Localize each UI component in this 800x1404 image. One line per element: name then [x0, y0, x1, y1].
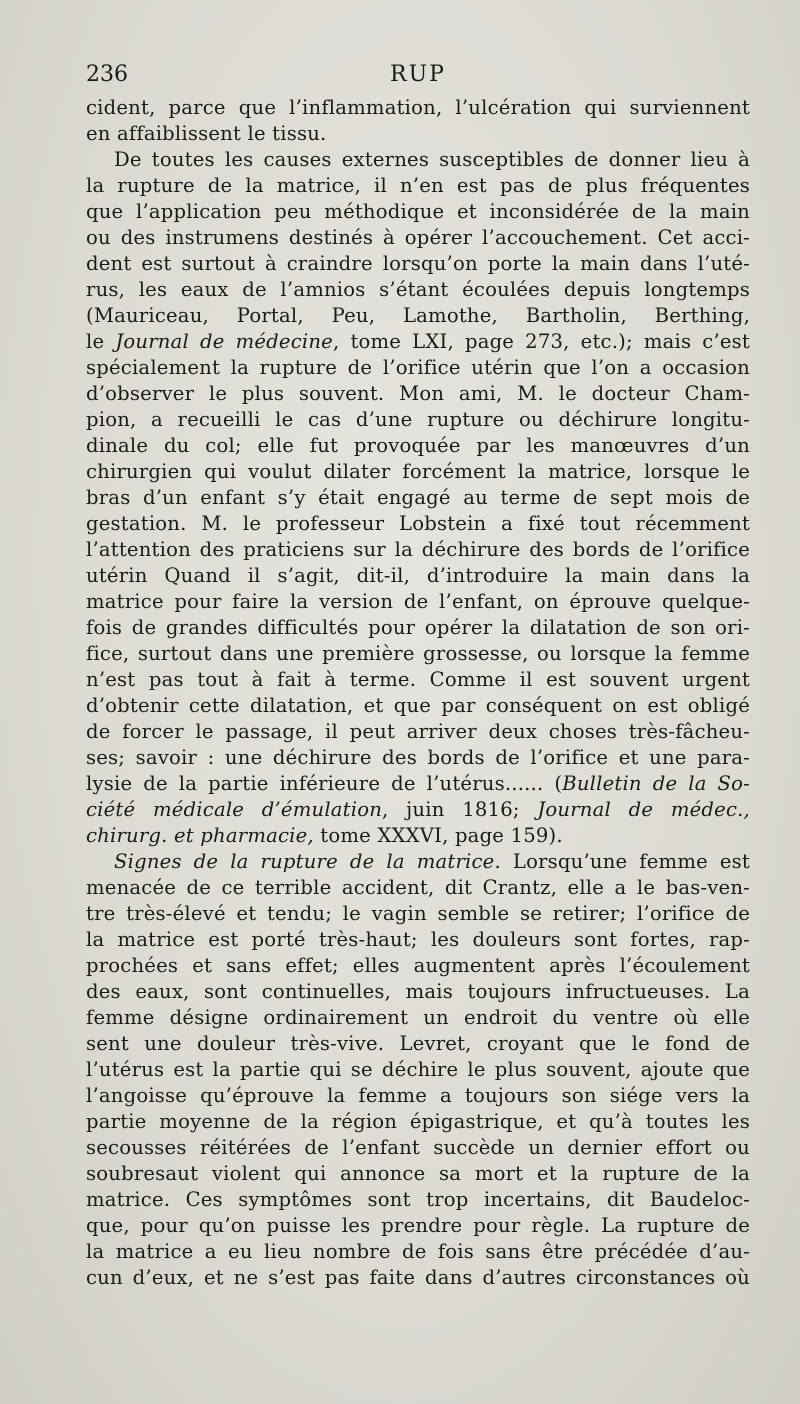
text-line: fice, surtout dans une première grossesse, ou lorsque la femme	[86, 642, 750, 665]
text-line: lysie de la partie inférieure de l’utérus...... (Bulletin de la So-	[86, 772, 750, 795]
text-line: n’est pas tout à fait à terme. Comme il est souvent urgent	[86, 668, 750, 691]
text-line: la matrice a eu lieu nombre de fois sans être précédée d’au-	[86, 1240, 750, 1263]
text-line: cun d’eux, et ne s’est pas faite dans d’autres circonstances où	[86, 1266, 750, 1289]
text-line: (Mauriceau, Portal, Peu, Lamothe, Bartholin, Berthing,	[86, 304, 750, 327]
text-line: l’angoisse qu’éprouve la femme a toujours son siége vers la	[86, 1084, 750, 1107]
text-line: De toutes les causes externes susceptibles de donner lieu à	[114, 148, 750, 171]
text-line: bras d’un enfant s’y était engagé au terme de sept mois de	[86, 486, 750, 509]
text-line: le Journal de médecine, tome LXI, page 273, etc.); mais c’est	[86, 330, 750, 353]
text-line: dent est surtout à craindre lorsqu’on porte la main dans l’uté-	[86, 252, 750, 275]
text-line: partie moyenne de la région épigastrique, et qu’à toutes les	[86, 1110, 750, 1133]
text-line: des eaux, sont continuelles, mais toujours infructueuses. La	[86, 980, 750, 1003]
text-line: la matrice est porté très-haut; les douleurs sont fortes, rap-	[86, 928, 750, 951]
text-line: que, pour qu’on puisse les prendre pour règle. La rupture de	[86, 1214, 750, 1237]
text-line: chirurg. et pharmacie, tome XXXVI, page 159).	[86, 824, 563, 847]
text-line: fois de grandes difficultés pour opérer la dilatation de son ori-	[86, 616, 750, 639]
text-line: chirurgien qui voulut dilater forcément la matrice, lorsque le	[86, 460, 750, 483]
text-line: en affaiblissent le tissu.	[86, 122, 327, 145]
text-line: ciété médicale d’émulation, juin 1816; Journal de médec.,	[86, 798, 750, 821]
running-head: RUP	[390, 62, 446, 87]
text-line: matrice. Ces symptômes sont trop incertains, dit Baudeloc-	[86, 1188, 750, 1211]
text-line: menacée de ce terrible accident, dit Crantz, elle a le bas-ven-	[86, 876, 750, 899]
text-line: rus, les eaux de l’amnios s’étant écoulées depuis longtemps	[86, 278, 750, 301]
page-number: 236	[86, 62, 128, 87]
text-line: prochées et sans effet; elles augmentent après l’écoulement	[86, 954, 750, 977]
text-line: secousses réitérées de l’enfant succède un dernier effort ou	[86, 1136, 750, 1159]
text-line: Signes de la rupture de la matrice. Lorsqu’une femme est	[114, 850, 750, 873]
text-line: tre très-élevé et tendu; le vagin semble se retirer; l’orifice de	[86, 902, 750, 925]
text-line: ses; savoir : une déchirure des bords de l’orifice et une para-	[86, 746, 750, 769]
text-line: pion, a recueilli le cas d’une rupture ou déchirure longitu-	[86, 408, 750, 431]
text-line: spécialement la rupture de l’orifice utérin que l’on a occasion	[86, 356, 750, 379]
text-line: d’obtenir cette dilatation, et que par conséquent on est obligé	[86, 694, 750, 717]
text-line: de forcer le passage, il peut arriver deux choses très-fâcheu-	[86, 720, 750, 743]
text-line: l’attention des praticiens sur la déchirure des bords de l’orifice	[86, 538, 750, 561]
text-line: la rupture de la matrice, il n’en est pas de plus fréquentes	[86, 174, 750, 197]
body-text	[86, 95, 750, 1291]
text-line: que l’application peu méthodique et inconsidérée de la main	[86, 200, 750, 223]
text-line: cident, parce que l’inflammation, l’ulcération qui surviennent	[86, 96, 750, 119]
text-line: soubresaut violent qui annonce sa mort et la rupture de la	[86, 1162, 750, 1185]
text-line: d’observer le plus souvent. Mon ami, M. le docteur Cham-	[86, 382, 750, 405]
page-header	[86, 62, 750, 92]
text-line: sent une douleur très-vive. Levret, croyant que le fond de	[86, 1032, 750, 1055]
text-line: utérin Quand il s’agit, dit-il, d’introduire la main dans la	[86, 564, 750, 587]
text-line: l’utérus est la partie qui se déchire le plus souvent, ajoute que	[86, 1058, 750, 1081]
text-line: matrice pour faire la version de l’enfant, on éprouve quelque-	[86, 590, 750, 613]
text-line: gestation. M. le professeur Lobstein a fixé tout récemment	[86, 512, 750, 535]
text-line: dinale du col; elle fut provoquée par les manœuvres d’un	[86, 434, 750, 457]
text-line: ou des instrumens destinés à opérer l’accouchement. Cet acci-	[86, 226, 750, 249]
text-line: femme désigne ordinairement un endroit du ventre où elle	[86, 1006, 750, 1029]
